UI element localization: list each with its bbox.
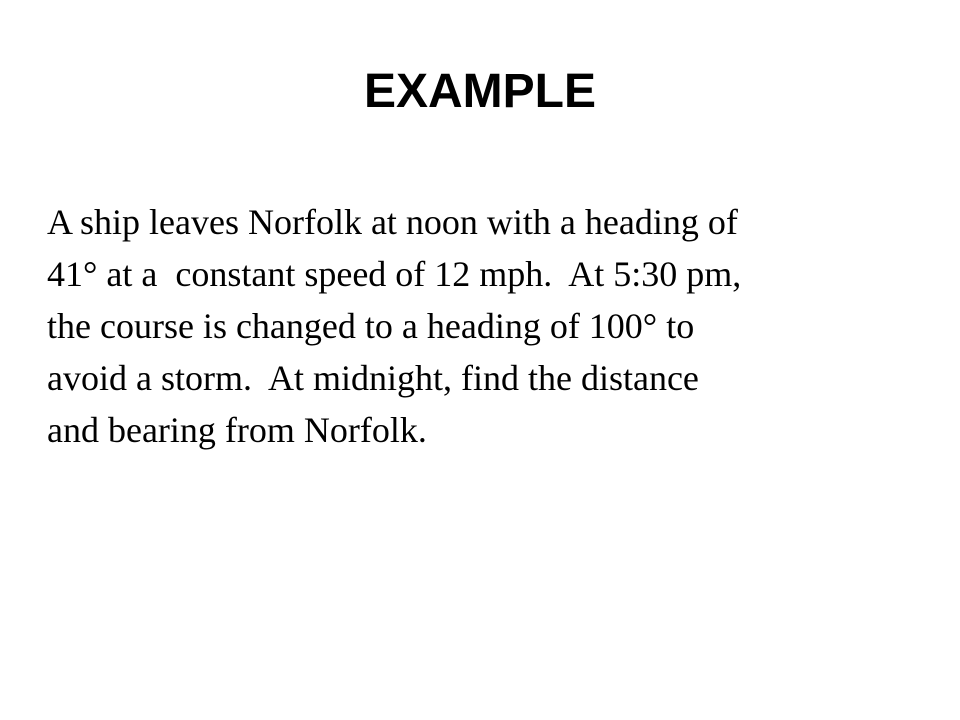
slide-title: EXAMPLE — [363, 65, 597, 118]
problem-line: and bearing from Norfolk. — [47, 410, 427, 450]
problem-line: A ship leaves Norfolk at noon with a heading of — [47, 202, 738, 242]
problem-line: 41° at a constant speed of 12 mph. At 5:30 pm, — [47, 254, 742, 294]
problem-line: the course is changed to a heading of 100° to — [47, 306, 695, 346]
problem-text — [47, 196, 907, 456]
problem-line: avoid a storm. At midnight, find the distance — [47, 358, 699, 398]
